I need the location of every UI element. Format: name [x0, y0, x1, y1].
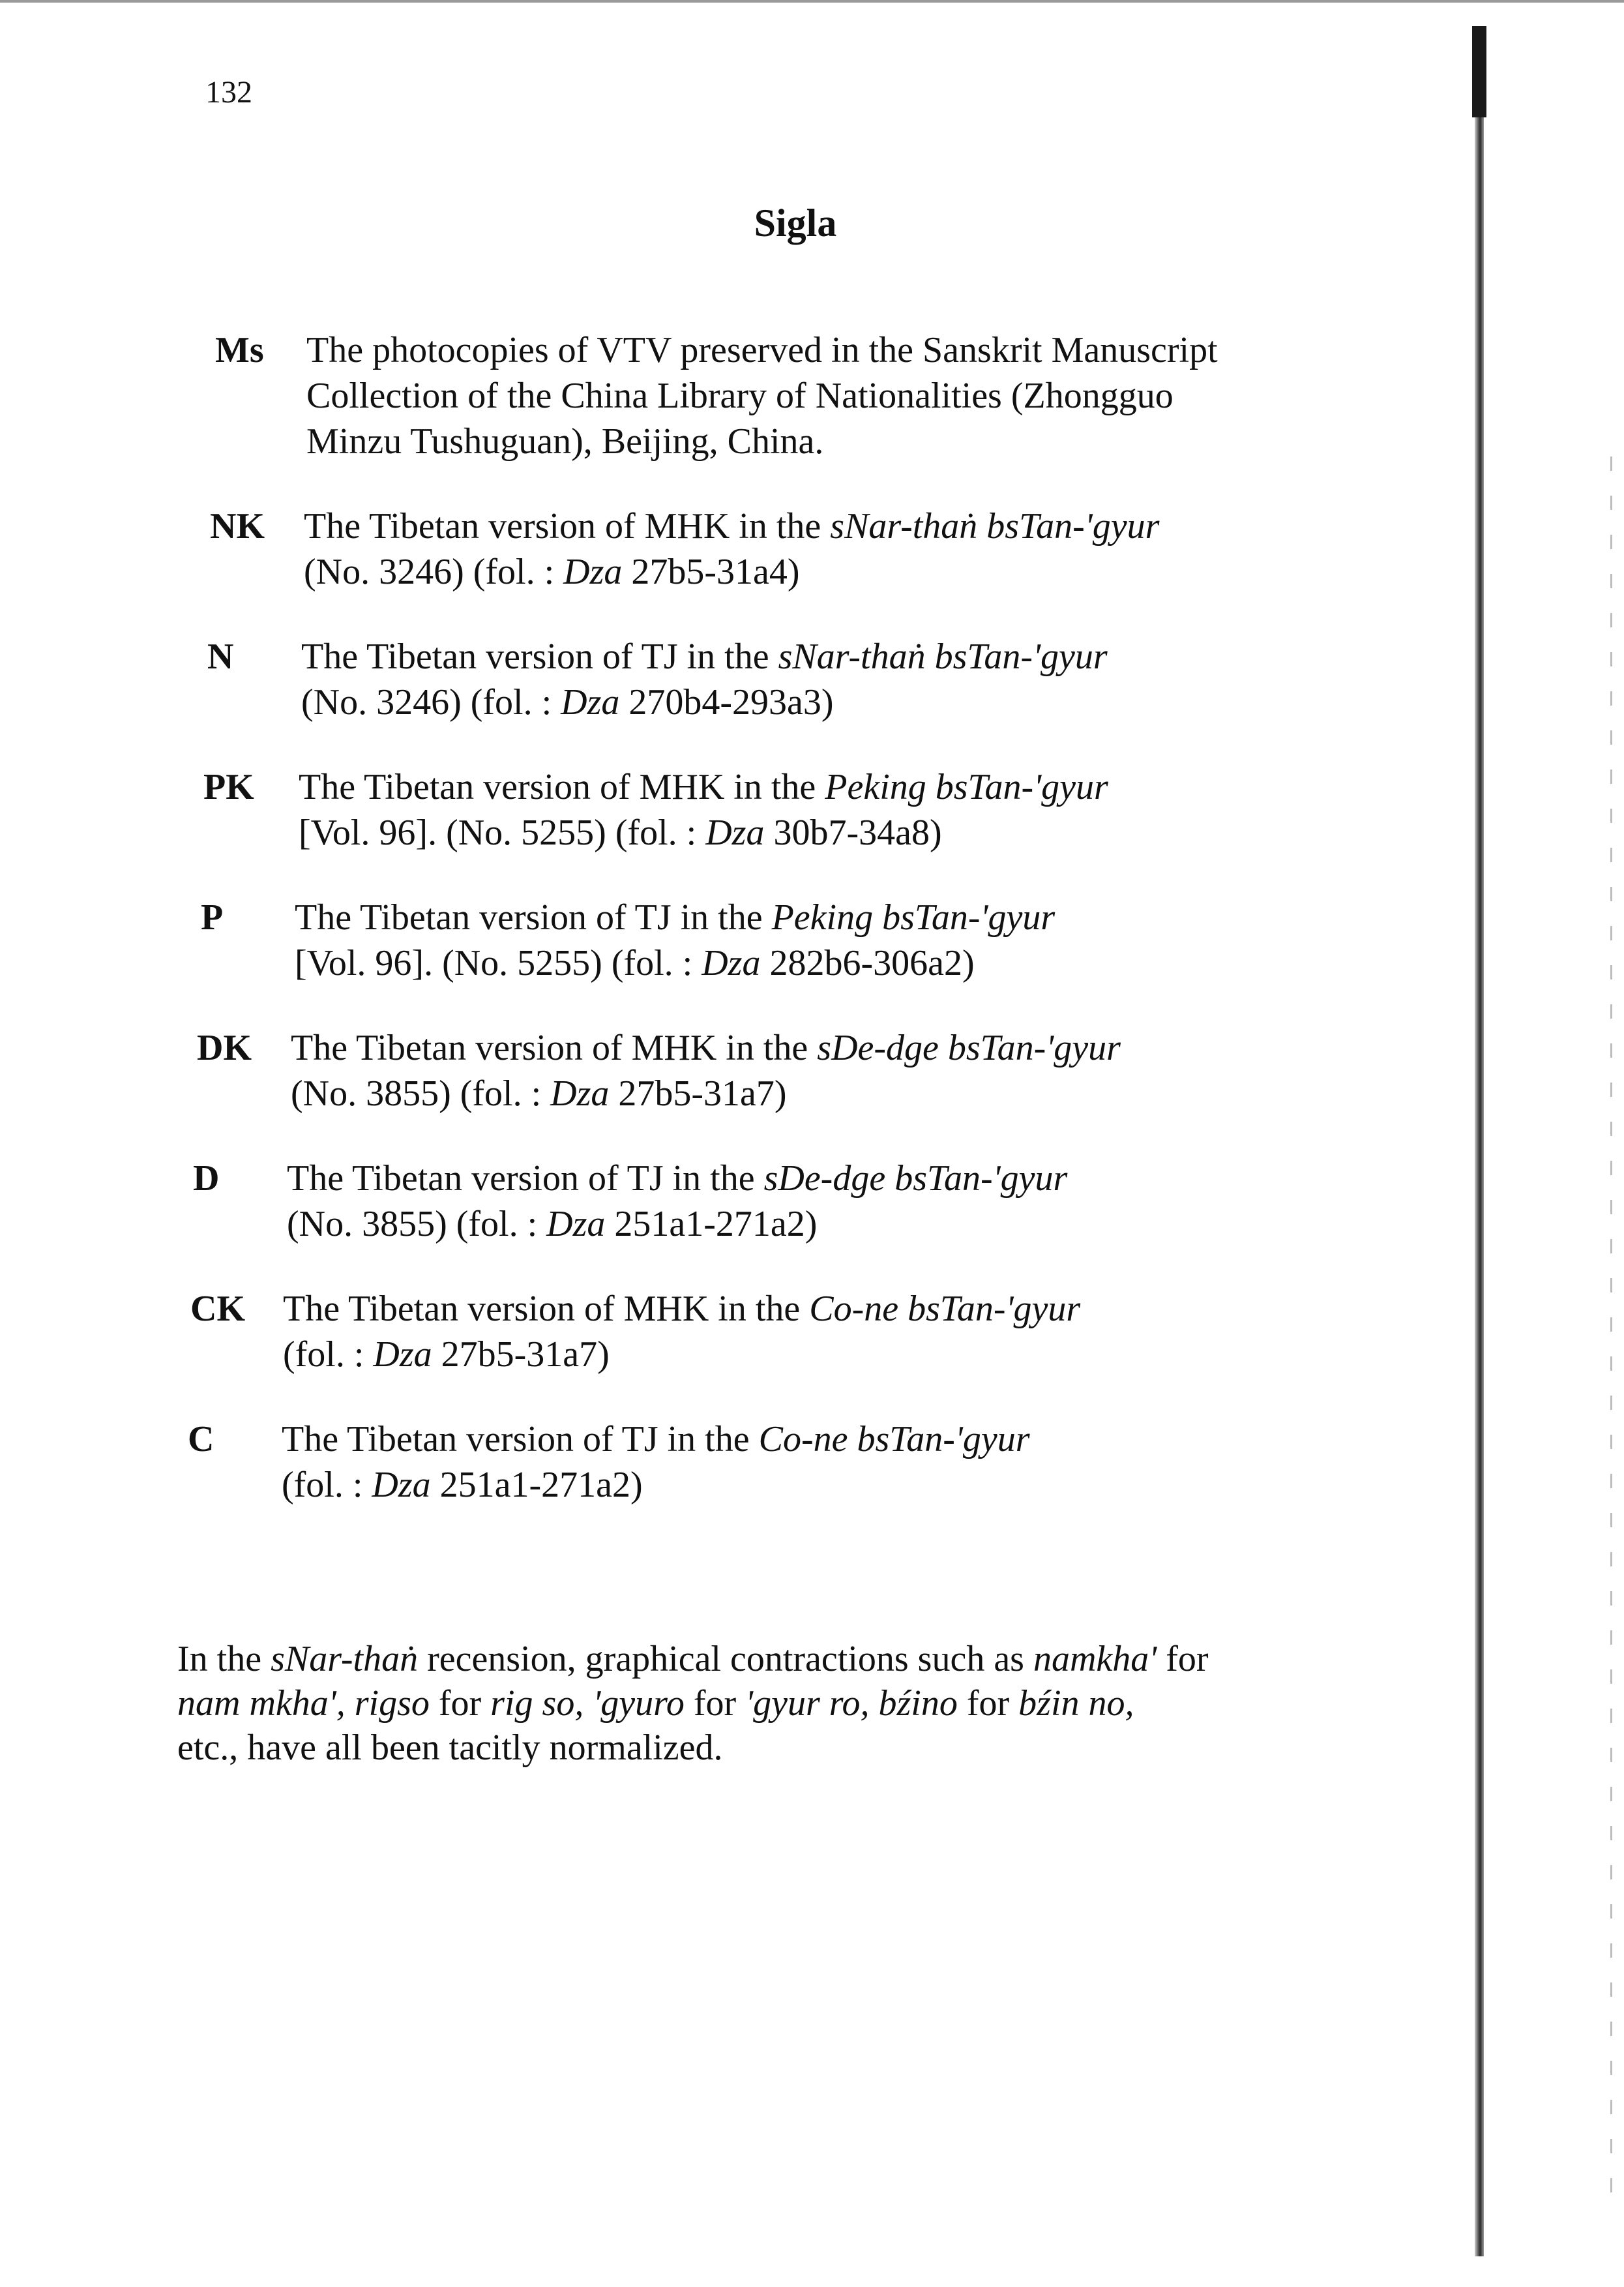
description-line — [283, 1286, 1313, 1332]
text-run: (fol. : — [283, 1334, 374, 1375]
siglum-description — [306, 327, 1336, 464]
text-run: The Tibetan version of TJ in the — [301, 636, 778, 677]
italic-run: Dza — [701, 943, 761, 983]
siglum-code: N — [207, 636, 234, 677]
italic-run: Peking bsTan-'gyur — [825, 767, 1108, 807]
italic-run: rigso — [354, 1683, 430, 1724]
siglum-code: P — [201, 897, 224, 938]
description-line — [304, 549, 1334, 595]
text-run: 251a1-271a2) — [605, 1204, 818, 1244]
text-run: The Tibetan version of MHK in the — [299, 767, 825, 807]
text-run: (No. 3855) (fol. : — [287, 1204, 547, 1244]
italic-run: Dza — [372, 1465, 431, 1505]
siglum-code: PK — [203, 767, 254, 807]
page-number: 132 — [205, 75, 252, 110]
scan-speckle — [1610, 456, 1612, 2217]
description-line — [291, 1071, 1321, 1116]
description-line — [301, 634, 1331, 680]
text-run: for — [684, 1683, 746, 1724]
description-line — [306, 419, 1336, 464]
italic-run: Dza — [373, 1334, 432, 1375]
text-run: The Tibetan version of MHK in the — [283, 1289, 810, 1329]
text-run: for — [1157, 1639, 1209, 1679]
siglum-description — [304, 503, 1334, 595]
text-run: 251a1-271a2) — [430, 1465, 643, 1505]
text-run: for — [429, 1683, 491, 1724]
text-run: [Vol. 96]. (No. 5255) (fol. : — [299, 813, 706, 853]
description-line — [295, 940, 1325, 986]
text-run: (No. 3246) (fol. : — [304, 552, 564, 592]
description-line — [283, 1332, 1313, 1377]
italic-run: bźin no, — [1018, 1683, 1134, 1724]
note-line — [177, 1681, 1299, 1726]
siglum-description — [287, 1156, 1317, 1247]
text-run — [346, 1683, 355, 1724]
note-line — [177, 1726, 1299, 1770]
text-run: 27b5-31a4) — [622, 552, 800, 592]
italic-run: Dza — [705, 813, 765, 853]
page-binding-edge — [1475, 26, 1484, 2256]
text-run: Collection of the China Library of Nationalities (Zhongguo — [306, 376, 1174, 416]
siglum-code: CK — [190, 1289, 245, 1329]
text-run: (fol. : — [282, 1465, 372, 1505]
italic-run: Dza — [546, 1204, 606, 1244]
description-line — [291, 1025, 1321, 1071]
italic-run: Co-ne bsTan-'gyur — [809, 1289, 1081, 1329]
siglum-description — [283, 1286, 1313, 1377]
italic-run: bźino — [878, 1683, 958, 1724]
text-run — [583, 1683, 593, 1724]
description-line — [282, 1416, 1312, 1462]
siglum-code: Ms — [215, 330, 264, 370]
italic-run: 'gyur ro, — [745, 1683, 870, 1724]
text-run: In the — [177, 1639, 271, 1679]
siglum-code: D — [193, 1158, 220, 1199]
text-run: The Tibetan version of MHK in the — [304, 506, 831, 546]
italic-run: sDe-dge bsTan-'gyur — [763, 1158, 1068, 1199]
description-line — [299, 810, 1329, 856]
text-run: Minzu Tushuguan), Beijing, China. — [306, 421, 824, 462]
text-run: The Tibetan version of MHK in the — [291, 1028, 818, 1068]
text-run: The Tibetan version of TJ in the — [295, 897, 772, 938]
italic-run: sNar-thaṅ bsTan-'gyur — [830, 506, 1160, 546]
italic-run: Peking bsTan-'gyur — [771, 897, 1056, 938]
siglum-description — [295, 895, 1325, 986]
italic-run: Dza — [550, 1073, 610, 1114]
italic-run: rig so, — [490, 1683, 584, 1724]
description-line — [287, 1201, 1317, 1247]
description-line — [299, 764, 1329, 810]
siglum-code: NK — [210, 506, 265, 546]
description-line — [295, 895, 1325, 940]
italic-run: Dza — [563, 552, 623, 592]
italic-run: Co-ne bsTan-'gyur — [758, 1419, 1030, 1459]
text-run: [Vol. 96]. (No. 5255) (fol. : — [295, 943, 702, 983]
siglum-description — [282, 1416, 1312, 1508]
description-line — [306, 327, 1336, 373]
text-run: 282b6-306a2) — [760, 943, 975, 983]
text-run: recension, graphical contractions such as — [418, 1639, 1033, 1679]
description-line — [282, 1462, 1312, 1508]
siglum-description — [291, 1025, 1321, 1116]
page-title: Sigla — [754, 202, 837, 245]
text-run: (No. 3855) (fol. : — [291, 1073, 551, 1114]
normalization-note — [177, 1637, 1299, 1770]
italic-run: sDe-dge bsTan-'gyur — [817, 1028, 1121, 1068]
text-run: etc., have all been tacitly normalized. — [177, 1727, 723, 1768]
text-run — [870, 1683, 879, 1724]
italic-run: nam mkha', — [177, 1683, 346, 1724]
text-run: (No. 3246) (fol. : — [301, 682, 561, 723]
siglum-code: C — [188, 1419, 214, 1459]
page-binding-edge-cap — [1472, 26, 1486, 117]
text-run: The Tibetan version of TJ in the — [282, 1419, 759, 1459]
italic-run: Dza — [561, 682, 620, 723]
text-run: for — [957, 1683, 1019, 1724]
siglum-code: DK — [197, 1028, 252, 1068]
text-run: The Tibetan version of TJ in the — [287, 1158, 764, 1199]
description-line — [304, 503, 1334, 549]
text-run: 27b5-31a7) — [609, 1073, 787, 1114]
description-line — [301, 680, 1331, 725]
siglum-description — [299, 764, 1329, 856]
text-run: 30b7-34a8) — [764, 813, 942, 853]
siglum-description — [301, 634, 1331, 725]
text-run: The photocopies of VTV preserved in the Sanskrit Manuscript — [306, 330, 1218, 370]
italic-run: 'gyuro — [593, 1683, 685, 1724]
description-line — [287, 1156, 1317, 1201]
text-run: 27b5-31a7) — [432, 1334, 610, 1375]
text-run: 270b4-293a3) — [619, 682, 834, 723]
italic-run: sNar-thaṅ bsTan-'gyur — [778, 636, 1108, 677]
italic-run: sNar-thaṅ — [271, 1639, 419, 1679]
note-line — [177, 1637, 1299, 1681]
italic-run: namkha' — [1033, 1639, 1157, 1679]
description-line — [306, 373, 1336, 419]
